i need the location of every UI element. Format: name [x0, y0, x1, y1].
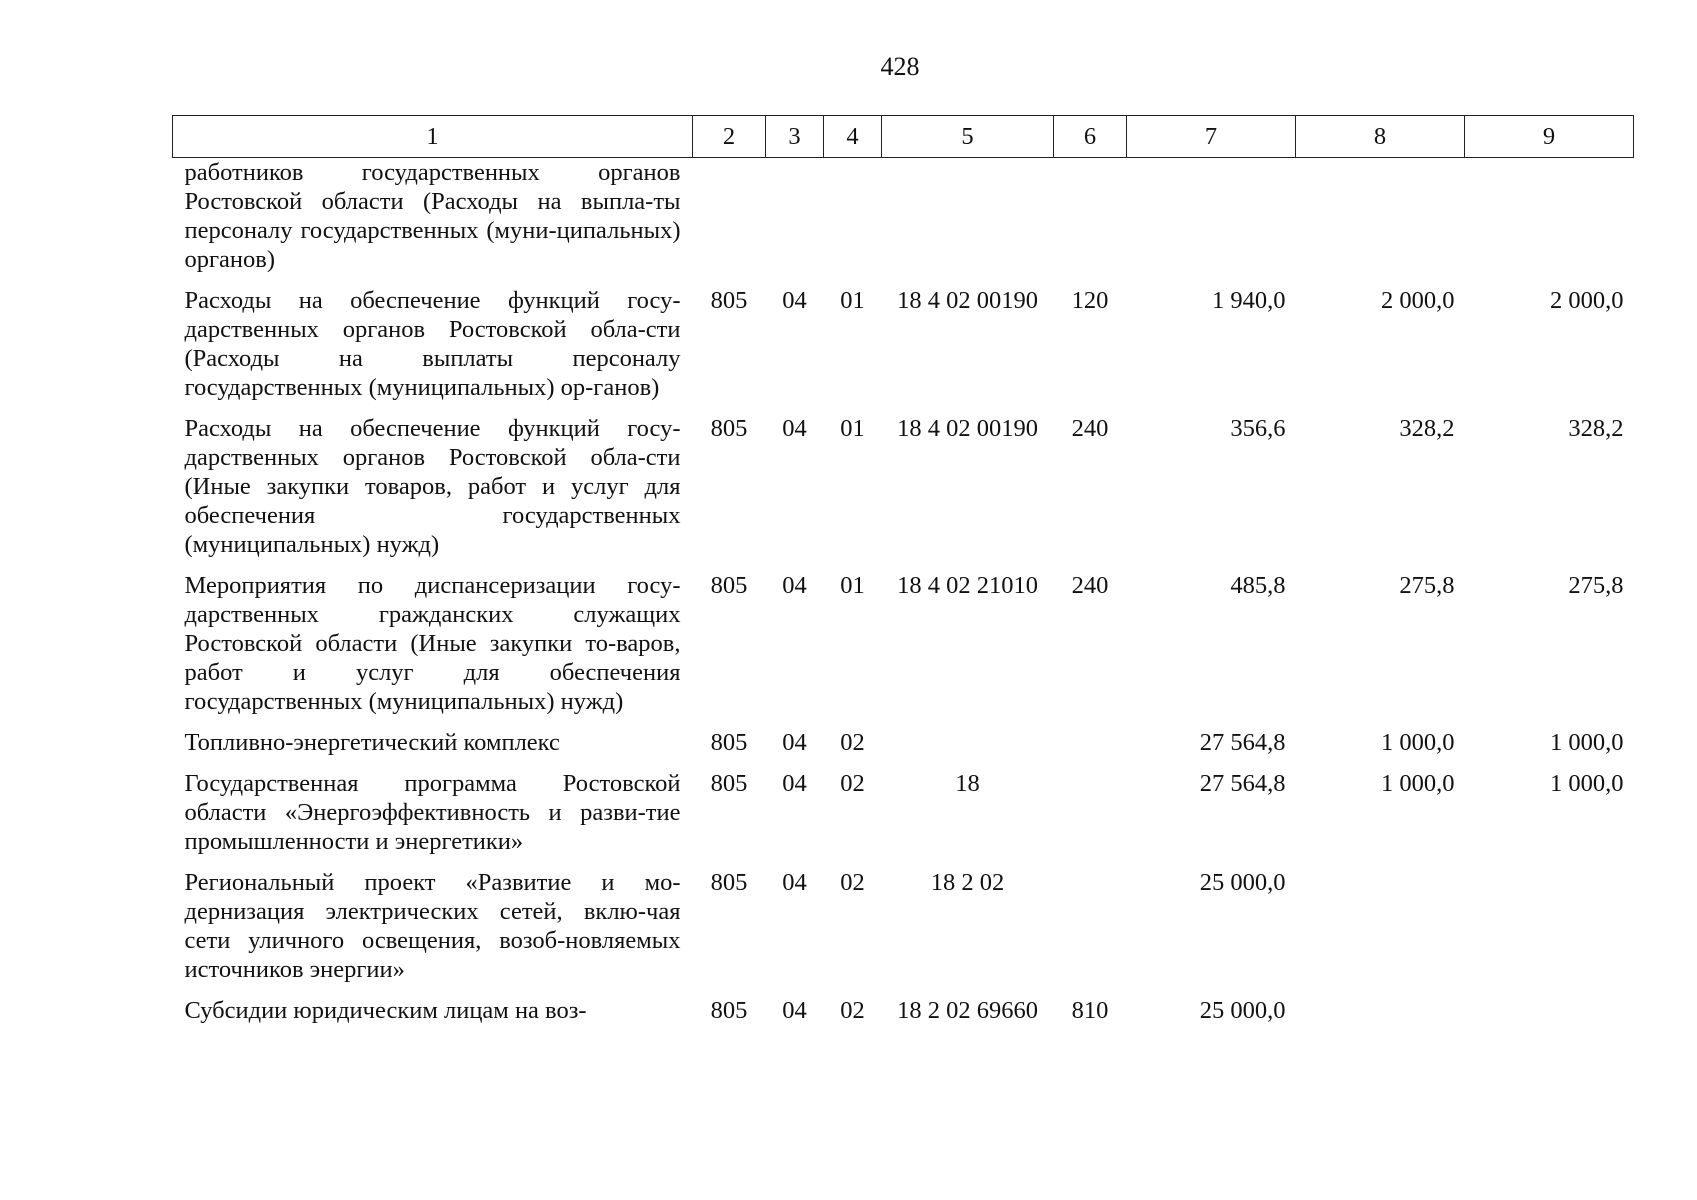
amount-col-7: 1 940,0 [1212, 287, 1286, 314]
subsection-code: 01 [840, 572, 865, 599]
column-header-9: 9 [1465, 116, 1634, 158]
row-description: Расходы на обеспечение функций госу-дарственных органов Ростовской обла-сти (Иные закупки товаров, работ и услуг для обеспечения государственных (муниципальных) нужд) [184, 415, 681, 558]
target-article-code: 18 2 02 [930, 869, 1005, 896]
expense-type-code [1054, 868, 1127, 996]
row-description: Мероприятия по диспансеризации госу-дарственных гражданских служащих Ростовской области (Иные закупки то-варов, работ и услуг для обеспечения государственных (муниципальных) нужд) [184, 572, 681, 715]
expense-type-code: 810 [1071, 997, 1109, 1024]
amount-col-7 [1127, 158, 1296, 287]
amount-col-7: 27 564,8 [1199, 770, 1286, 797]
section-code: 04 [782, 572, 807, 599]
table-row [173, 414, 1634, 571]
section-code: 04 [782, 869, 807, 896]
subsection-code: 01 [840, 287, 865, 314]
table-row [173, 996, 1634, 1037]
row-description: работников государственных органов Ростовской области (Расходы на выпла-ты персоналу государственных (муни-ципальных) органов) [184, 159, 681, 273]
subsection-code: 02 [840, 729, 865, 756]
expense-type-code [1054, 728, 1127, 769]
target-article-code: 18 4 02 00190 [897, 415, 1038, 442]
expense-type-code: 240 [1071, 572, 1109, 599]
subsection-code [824, 158, 882, 287]
target-article-code [882, 728, 1054, 769]
target-article-code: 18 [955, 770, 980, 797]
table-row [173, 868, 1634, 996]
column-header-7: 7 [1127, 116, 1296, 158]
ved-code: 805 [710, 287, 748, 314]
expense-type-code [1054, 769, 1127, 868]
subsection-code: 02 [840, 770, 865, 797]
table-row [173, 571, 1634, 728]
section-code: 04 [782, 997, 807, 1024]
amount-col-9 [1465, 868, 1634, 996]
column-header-5: 5 [882, 116, 1054, 158]
row-description: Субсидии юридическим лицам на воз- [184, 997, 587, 1024]
section-code: 04 [782, 415, 807, 442]
amount-col-8 [1296, 996, 1465, 1037]
expense-type-code [1054, 158, 1127, 287]
row-description: Расходы на обеспечение функций госу-дарственных органов Ростовской обла-сти (Расходы на выплаты персоналу государственных (муниципальных) ор-ганов) [184, 287, 681, 401]
subsection-code: 02 [840, 997, 865, 1024]
ved-code: 805 [710, 572, 748, 599]
expense-type-code: 240 [1071, 415, 1109, 442]
amount-col-8: 328,2 [1399, 415, 1455, 442]
amount-col-8: 2 000,0 [1381, 287, 1455, 314]
column-header-2: 2 [693, 116, 766, 158]
amount-col-7: 27 564,8 [1199, 729, 1286, 756]
column-header-8: 8 [1296, 116, 1465, 158]
row-description: Топливно-энергетический комплекс [184, 729, 560, 756]
subsection-code: 01 [840, 415, 865, 442]
section-code: 04 [782, 729, 807, 756]
amount-col-9: 2 000,0 [1550, 287, 1624, 314]
expense-type-code: 120 [1071, 287, 1109, 314]
amount-col-8: 275,8 [1399, 572, 1455, 599]
subsection-code: 02 [840, 869, 865, 896]
target-article-code [882, 158, 1054, 287]
amount-col-8: 1 000,0 [1381, 770, 1455, 797]
table-row [173, 769, 1634, 868]
table-row [173, 286, 1634, 414]
column-header-6: 6 [1054, 116, 1127, 158]
amount-col-9: 328,2 [1568, 415, 1624, 442]
table-body [173, 158, 1634, 1038]
ved-code: 805 [710, 415, 748, 442]
column-header-4: 4 [824, 116, 882, 158]
amount-col-7: 25 000,0 [1199, 869, 1286, 896]
amount-col-9 [1465, 996, 1634, 1037]
amount-col-9: 275,8 [1568, 572, 1624, 599]
amount-col-8 [1296, 158, 1465, 287]
amount-col-7: 485,8 [1230, 572, 1286, 599]
ved-code [693, 158, 766, 287]
page-number: 428 [880, 52, 920, 81]
row-description: Региональный проект «Развитие и мо-дернизация электрических сетей, вклю-чая сети уличного освещения, возоб-новляемых источников энергии» [184, 869, 681, 983]
amount-col-9: 1 000,0 [1550, 729, 1624, 756]
amount-col-9 [1465, 158, 1634, 287]
row-description: Государственная программа Ростовской области «Энергоэффективность и разви-тие промышленности и энергетики» [184, 770, 681, 855]
column-header-3: 3 [766, 116, 824, 158]
target-article-code: 18 2 02 69660 [897, 997, 1038, 1024]
table-header [173, 116, 1634, 158]
amount-col-7: 356,6 [1230, 415, 1286, 442]
table-row [173, 728, 1634, 769]
section-code: 04 [782, 770, 807, 797]
ved-code: 805 [710, 997, 748, 1024]
amount-col-9: 1 000,0 [1550, 770, 1624, 797]
ved-code: 805 [710, 869, 748, 896]
column-numbers-row [173, 116, 1634, 158]
target-article-code: 18 4 02 00190 [897, 287, 1038, 314]
ved-code: 805 [710, 729, 748, 756]
target-article-code: 18 4 02 21010 [897, 572, 1038, 599]
column-header-1: 1 [173, 116, 693, 158]
amount-col-7: 25 000,0 [1199, 997, 1286, 1024]
section-code [766, 158, 824, 287]
amount-col-8 [1296, 868, 1465, 996]
table-row [173, 158, 1634, 287]
ved-code: 805 [710, 770, 748, 797]
section-code: 04 [782, 287, 807, 314]
budget-table [172, 115, 1634, 1037]
amount-col-8: 1 000,0 [1381, 729, 1455, 756]
